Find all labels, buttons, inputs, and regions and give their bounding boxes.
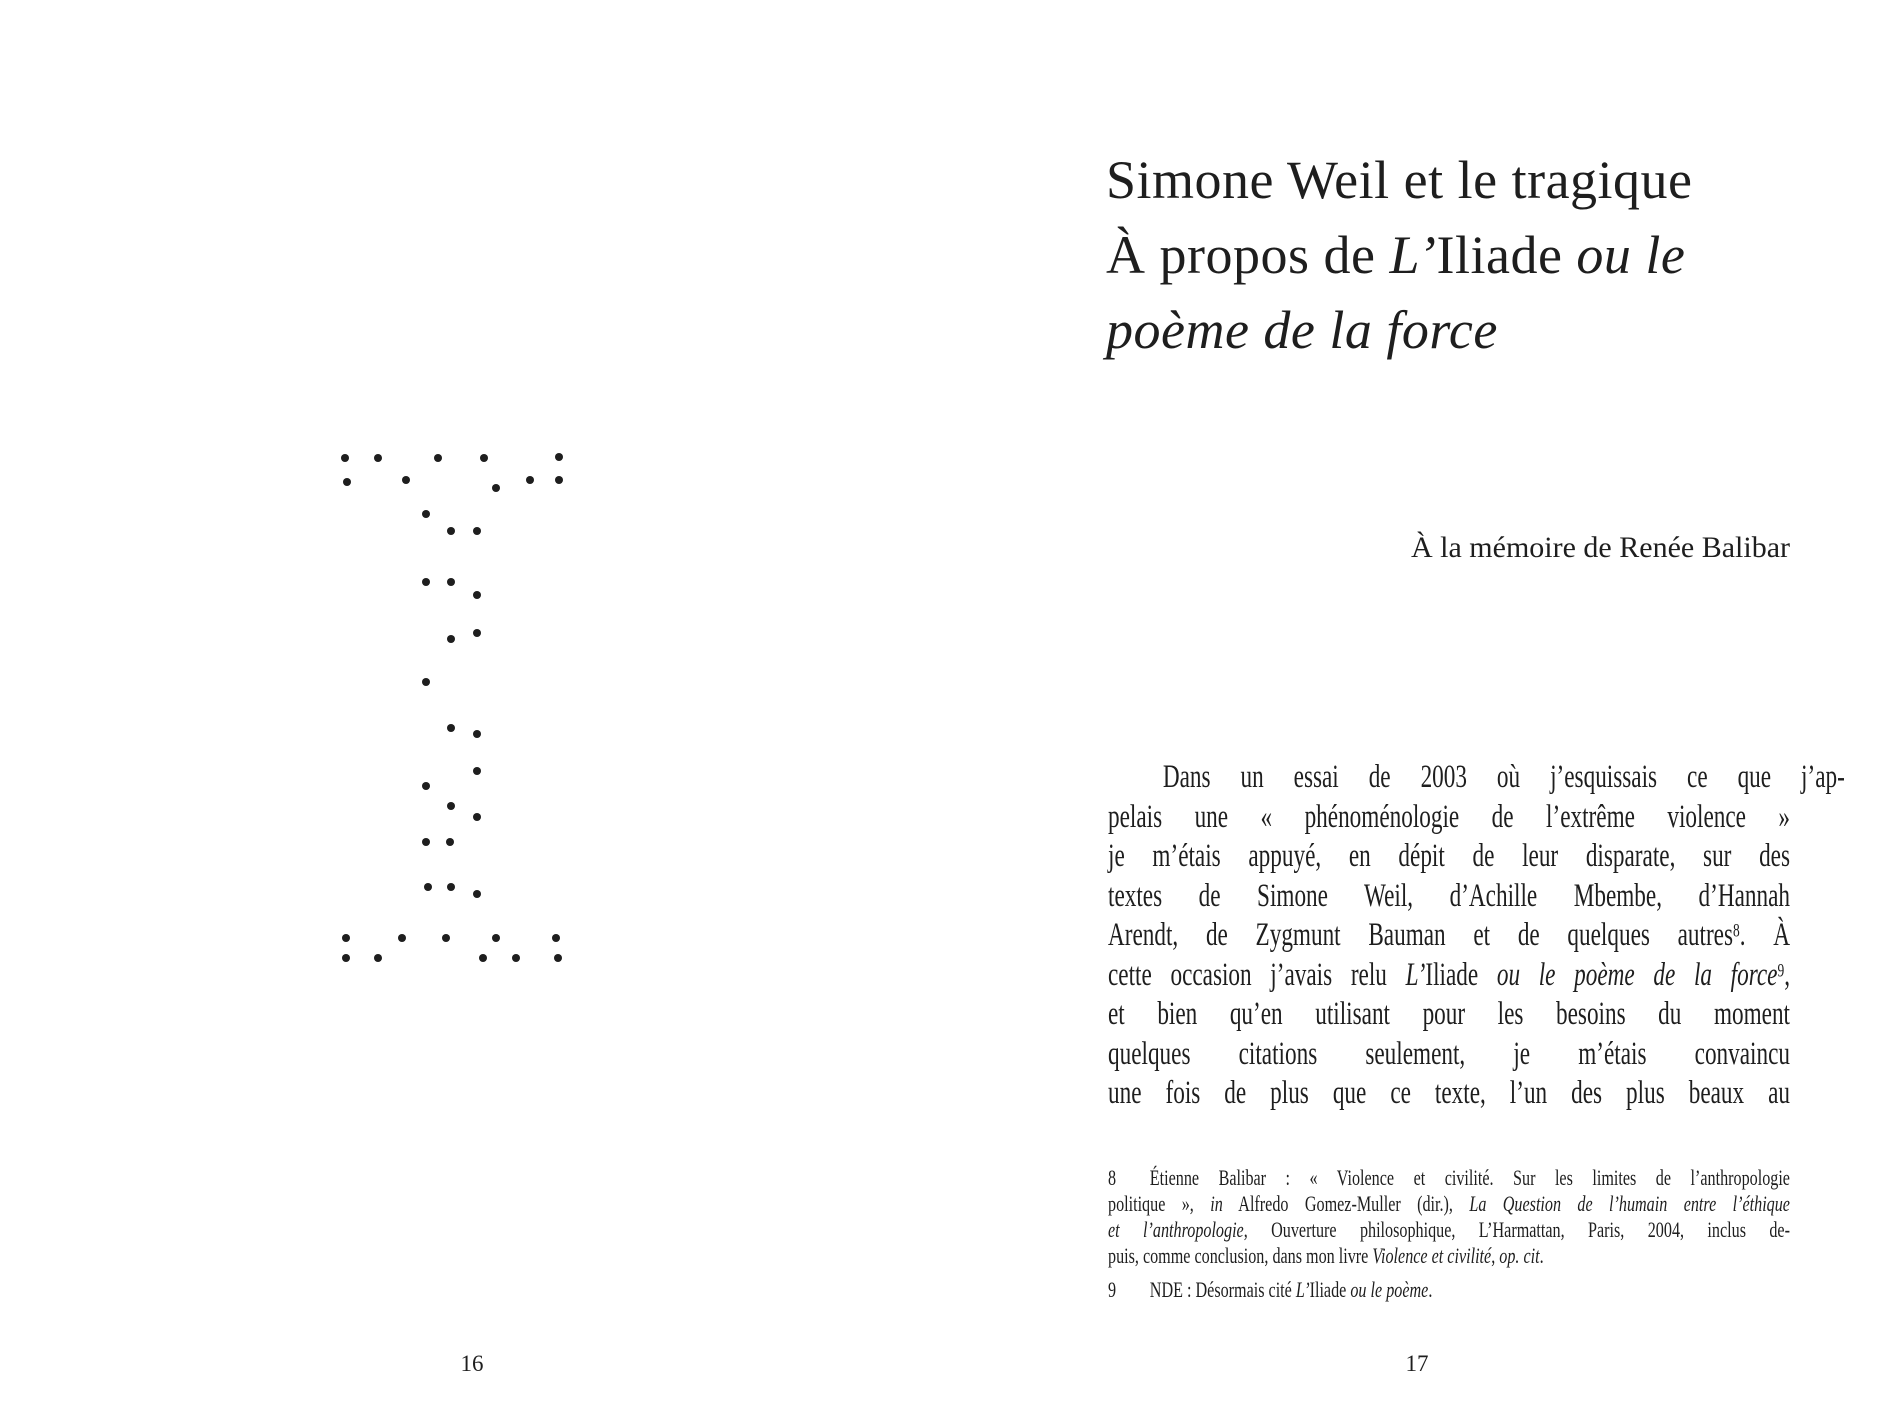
ornament-dot [447, 724, 455, 732]
text-line [1106, 218, 1826, 293]
text-line [1108, 1277, 1790, 1303]
text-segment: Simone Weil et le tragique [1106, 150, 1693, 210]
text-segment: 8 [1733, 920, 1740, 942]
text-segment: , [1784, 956, 1791, 993]
text-segment: et l’anthropologie [1108, 1217, 1244, 1242]
text-segment: cette occasion j’avais relu [1108, 956, 1406, 993]
text-line [1108, 837, 1790, 877]
ornament-dot [374, 454, 382, 462]
text-segment: . À [1739, 917, 1791, 953]
text-line [1106, 293, 1826, 368]
ornament-dot [422, 678, 430, 686]
ornament-dot [422, 838, 430, 846]
dotted-letter-i-ornament [0, 0, 944, 1417]
text-segment: je m’étais appuyé, en dépit de leur disparate, sur des [1108, 838, 1791, 874]
text-segment: Arendt, de Zygmunt Bauman et de quelques autres [1108, 917, 1734, 953]
ornament-dot [343, 478, 351, 486]
text-line [1108, 1191, 1790, 1217]
ornament-dot [552, 934, 560, 942]
text-segment: puis, comme conclusion, dans mon livre [1108, 1243, 1373, 1268]
text-line [1108, 916, 1790, 956]
ornament-dot [424, 883, 432, 891]
text-segment: 9 [1777, 959, 1785, 981]
ornament-dot [447, 635, 455, 643]
ornament-dot [342, 954, 350, 962]
page-number-right: 17 [1405, 1351, 1429, 1376]
text-line [1108, 1217, 1790, 1243]
ornament-dot [422, 782, 430, 790]
ornament-dot [554, 954, 562, 962]
ornament-dot [434, 454, 442, 462]
ornament-dot [447, 883, 455, 891]
ornament-dot [447, 802, 455, 810]
footnote-9 [1108, 1277, 1889, 1303]
ornament-dot [422, 510, 430, 518]
text-segment: pelais une « phénoménologie de l’extrême violence » [1108, 798, 1791, 835]
text-segment: Étienne Balibar : « Violence et civilité. Sur les limites de l’anthropologie [1149, 1165, 1790, 1190]
text-segment: et bien qu’en utilisant pour les besoins du moment [1108, 996, 1791, 1032]
text-segment: À propos de [1106, 225, 1390, 285]
text-segment: . [1539, 1243, 1544, 1268]
ornament-dot [479, 954, 487, 962]
text-line [1108, 956, 1790, 996]
text-segment: L’ [1405, 956, 1426, 993]
ornament-dot [492, 484, 500, 492]
text-segment: Alfredo Gomez-Muller (dir.), [1222, 1191, 1470, 1216]
text-segment: ou le poème de la force [1496, 956, 1778, 993]
text-line [1108, 1243, 1790, 1269]
ornament-dot [398, 934, 406, 942]
ornament-dot [480, 454, 488, 462]
footnote-8 [1108, 1165, 1889, 1269]
text-line [1108, 995, 1790, 1035]
ornament-dot [555, 476, 563, 484]
text-segment: NDE : Désormais cité [1149, 1277, 1296, 1302]
text-segment: Dans un essai de 2003 où j’esquissais ce que j’ap- [1162, 759, 1845, 795]
text-segment: textes de Simone Weil, d’Achille Mbembe, d’Hannah [1108, 877, 1791, 914]
text-segment: politique », [1108, 1191, 1211, 1216]
ornament-dot [526, 476, 534, 484]
ornament-dot [473, 890, 481, 898]
body-paragraph [1108, 758, 1889, 1114]
text-line [1108, 1035, 1790, 1075]
footnote-number: 8 [1108, 1165, 1117, 1190]
ornament-dot [473, 813, 481, 821]
ornament-dot [442, 934, 450, 942]
text-segment: Iliade [1309, 1277, 1351, 1302]
text-line [1108, 758, 1845, 798]
text-line [1108, 877, 1790, 917]
ornament-dot [447, 527, 455, 535]
text-segment: , Ouverture philosophique, L’Harmattan, Paris, 2004, inclus de- [1243, 1217, 1790, 1242]
ornament-dot [402, 476, 410, 484]
text-segment: in [1210, 1191, 1223, 1216]
text-segment: Iliade [1425, 956, 1497, 993]
text-segment: poème de la force [1106, 300, 1498, 360]
ornament-dot [473, 767, 481, 775]
text-segment: ou le [1576, 225, 1686, 285]
text-segment: quelques citations seulement, je m’étais convaincu [1108, 1035, 1791, 1072]
ornament-dot [473, 591, 481, 599]
dedication: À la mémoire de Renée Balibar [1410, 531, 1790, 564]
text-segment: L’ [1295, 1277, 1310, 1302]
ornament-dot [473, 527, 481, 535]
ornament-dot [422, 578, 430, 586]
text-line [1106, 143, 1826, 218]
text-segment: une fois de plus que ce texte, l’un des plus beaux au [1108, 1075, 1791, 1111]
text-line [1108, 1074, 1790, 1114]
footnote-number: 9 [1108, 1277, 1117, 1302]
ornament-dot [512, 954, 520, 962]
text-segment: La Question de l’humain entre l’éthique [1469, 1191, 1790, 1216]
ornament-dot [374, 954, 382, 962]
ornament-dot [473, 730, 481, 738]
text-segment: op. cit [1499, 1243, 1540, 1268]
page-number-left: 16 [460, 1351, 484, 1376]
text-segment: ou le poème [1350, 1277, 1429, 1302]
ornament-dot [492, 934, 500, 942]
chapter-title [1106, 143, 1826, 368]
ornament-dot [341, 454, 349, 462]
text-segment: , [1491, 1243, 1500, 1268]
ornament-dot [446, 838, 454, 846]
ornament-dot [555, 453, 563, 461]
ornament-dot [473, 629, 481, 637]
text-segment: . [1428, 1277, 1433, 1302]
ornament-dot [342, 934, 350, 942]
text-segment: Violence et civilité [1372, 1243, 1492, 1268]
page-left [0, 0, 944, 1417]
ornament-dot [447, 578, 455, 586]
text-line [1108, 798, 1790, 838]
text-line [1108, 1165, 1790, 1191]
text-segment: L’ [1389, 225, 1437, 285]
text-segment: Iliade [1436, 225, 1577, 285]
